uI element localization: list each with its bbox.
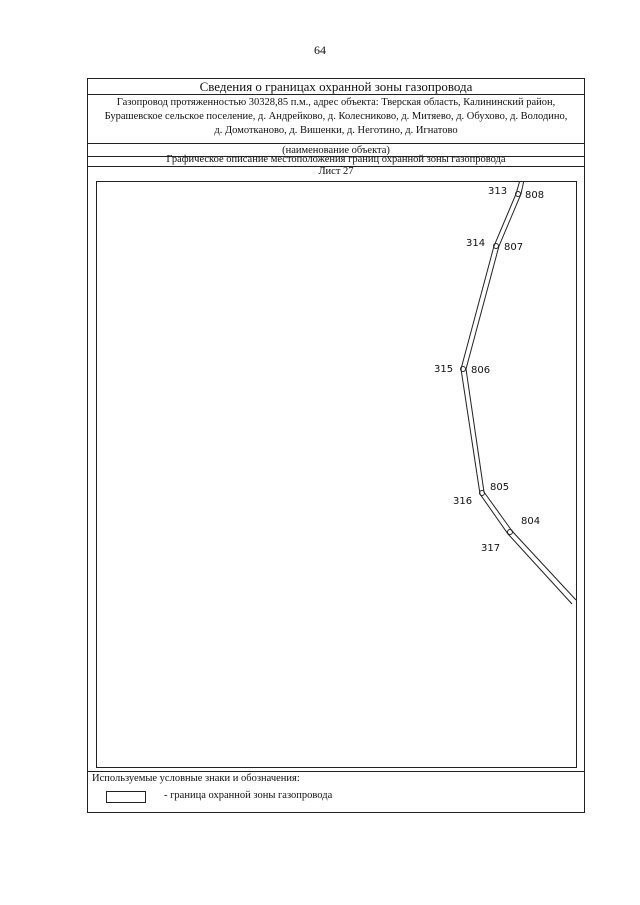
object-description-line-3: д. Домотканово, д. Вишенки, д. Неготино, д. Игнатово — [214, 125, 458, 136]
legend-title: Используемые условные знаки и обозначения: — [92, 773, 300, 784]
point-label-805: 805 — [490, 482, 510, 493]
object-description — [88, 96, 584, 138]
point-label-317: 317 — [481, 543, 501, 554]
point-label-316: 316 — [453, 496, 473, 507]
graphic-description-title: Графическое описание местоположения границ охранной зоны газопровода — [166, 154, 506, 165]
document-title: Сведения о границах охранной зоны газопровода — [88, 79, 584, 95]
sheet-number: Лист 27 — [318, 166, 354, 177]
divider — [88, 771, 584, 772]
point-label-807: 807 — [504, 242, 524, 253]
point-label-806: 806 — [471, 365, 491, 376]
legend-item-label: - граница охранной зоны газопровода — [164, 790, 333, 801]
object-description-line-1: Газопровод протяженностью 30328,85 п.м., адрес объекта: Тверская область, Калининский район, — [116, 97, 556, 108]
point-label-804: 804 — [521, 516, 541, 527]
zone-boundary-symbol — [106, 791, 146, 803]
document-frame — [87, 78, 585, 813]
point-label-314: 314 — [466, 238, 486, 249]
vertex-317-804 — [508, 530, 513, 535]
page-number: 64 — [314, 43, 326, 57]
boundary-map — [97, 182, 577, 768]
object-caption: (наименование объекта) — [282, 145, 390, 156]
divider — [88, 143, 584, 144]
object-description-line-2: Бурашевское сельское поселение, д. Андрейково, д. Колесниково, д. Митяево, д. Обухово, д. Володино, — [104, 111, 568, 122]
boundary-drawing — [96, 181, 577, 768]
point-label-313: 313 — [488, 186, 508, 197]
point-label-808: 808 — [525, 190, 545, 201]
point-label-315: 315 — [434, 364, 454, 375]
